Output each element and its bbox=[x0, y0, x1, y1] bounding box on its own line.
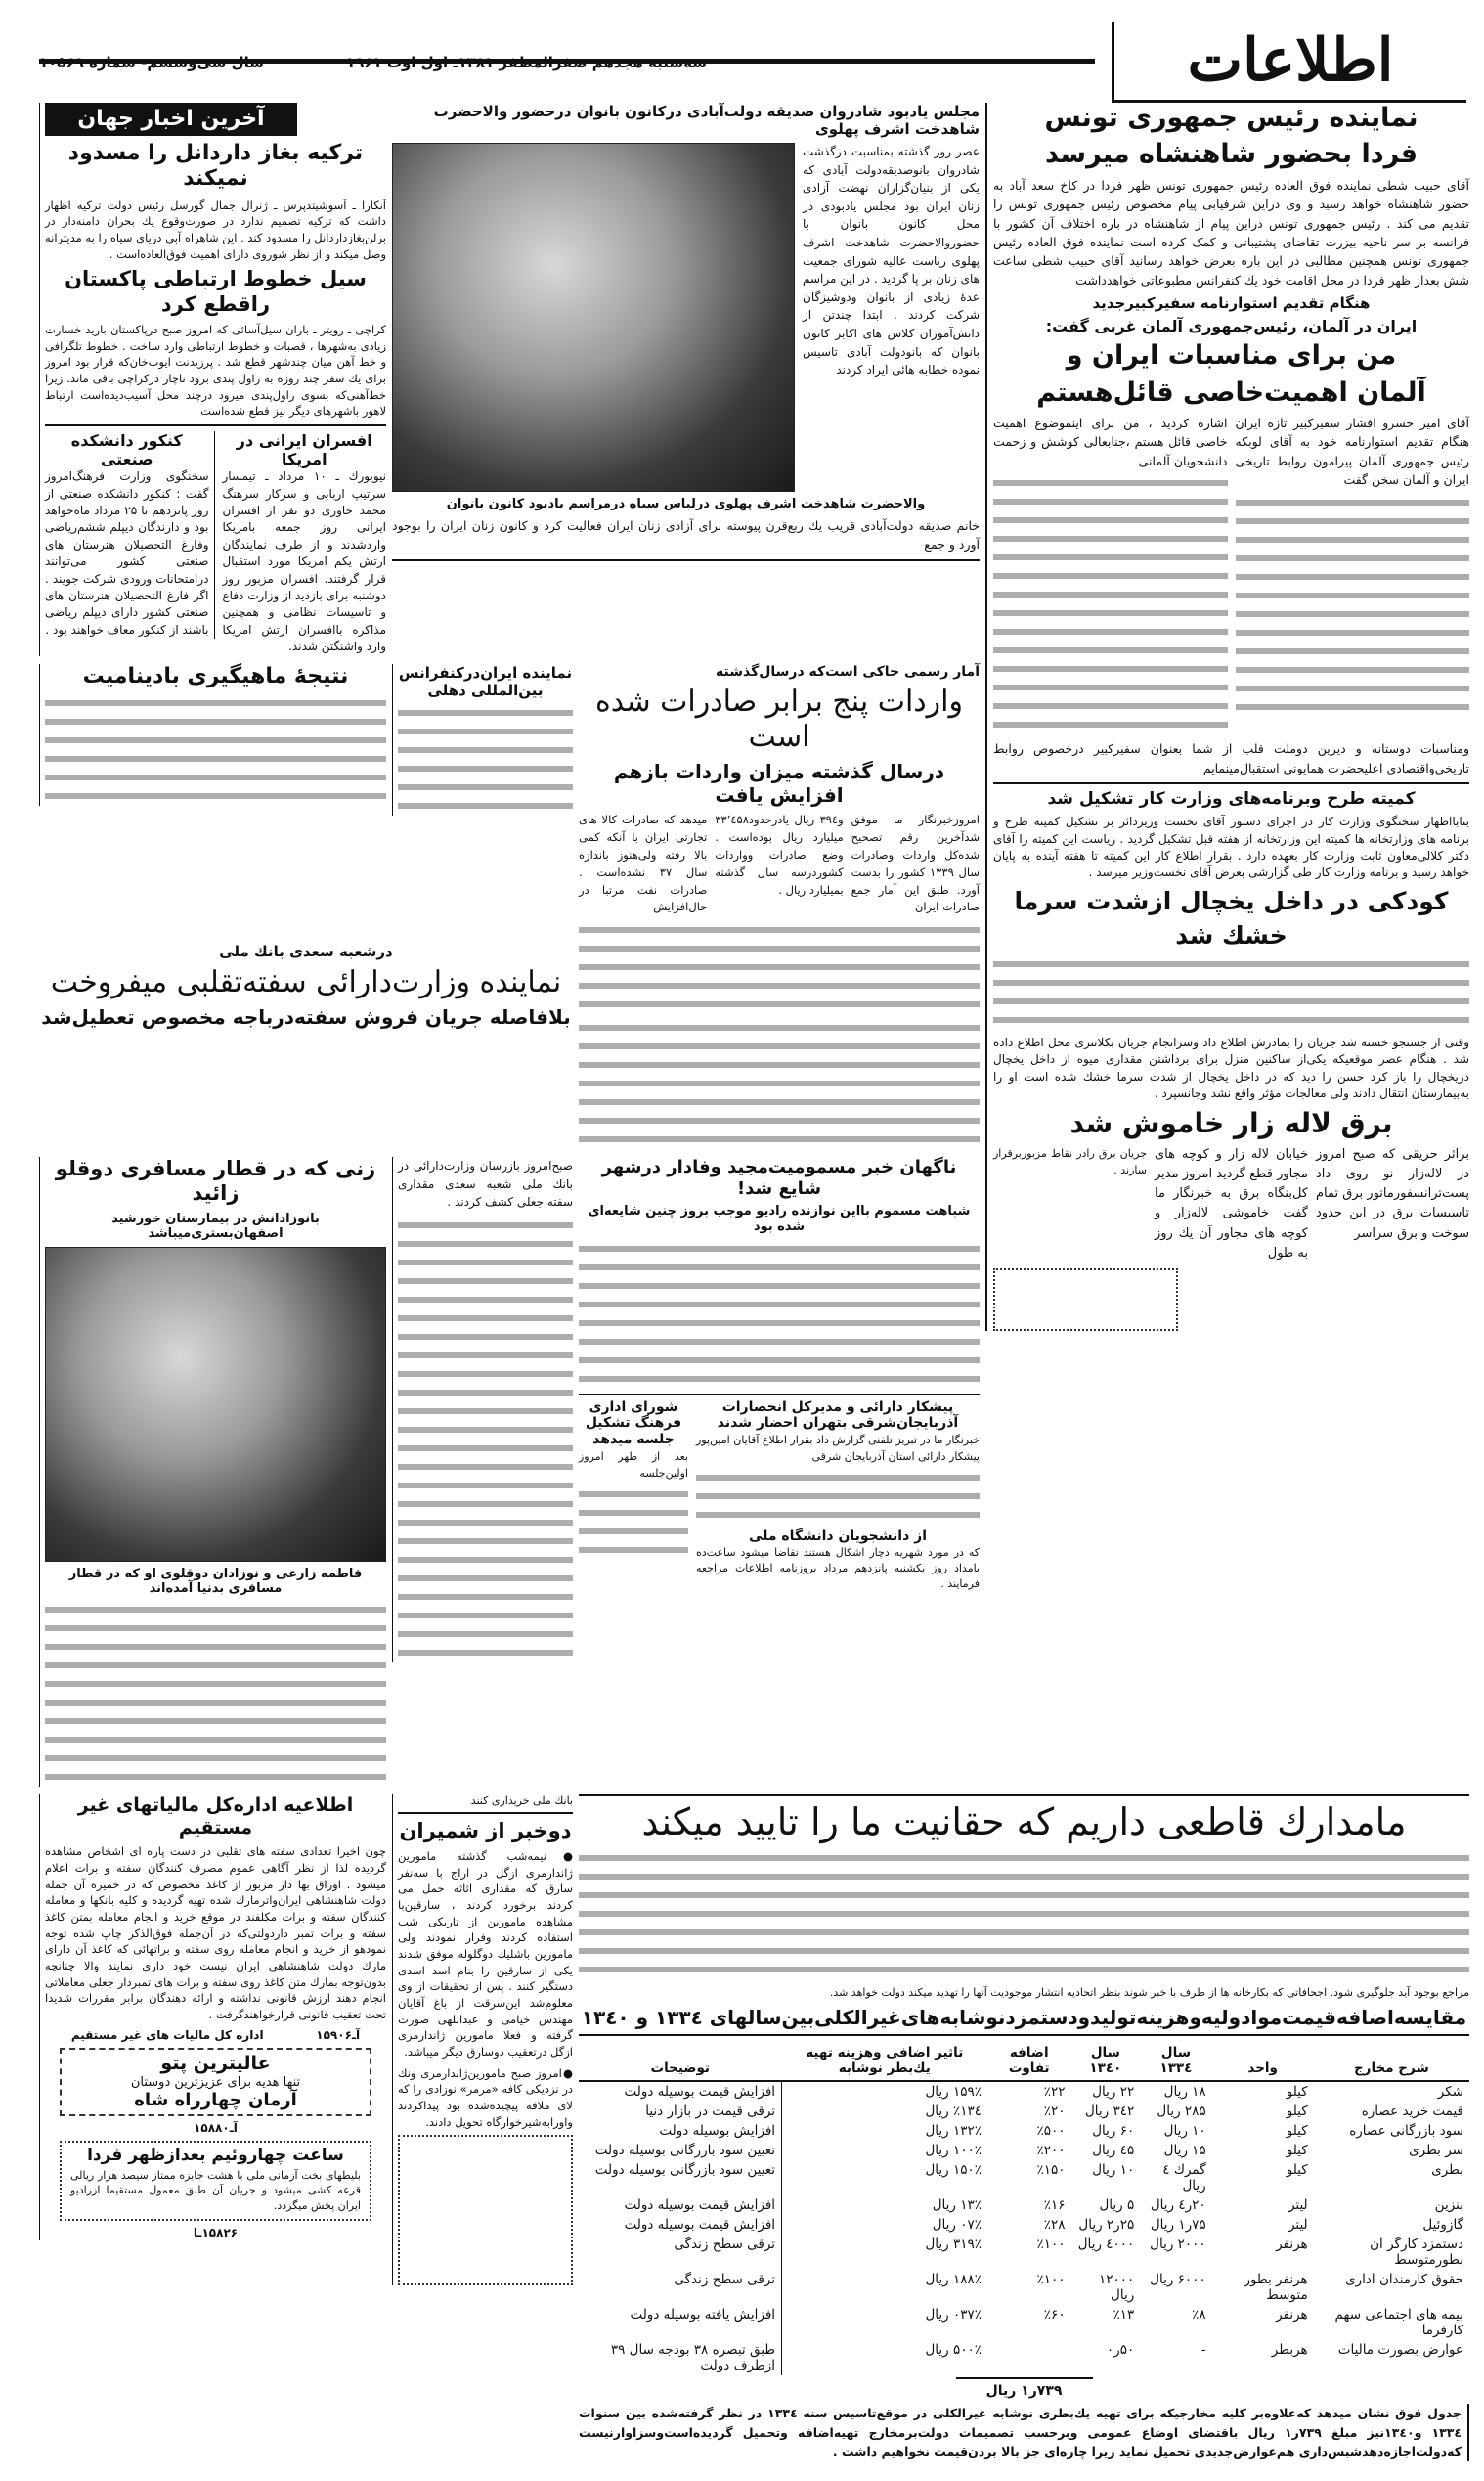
shemiran-headline: دوخبر از شمیران bbox=[399, 1818, 572, 1842]
lalehzar-body-3: جریان برق رادر نقاط مزبوربرقرار سازند . bbox=[993, 1146, 1147, 1177]
table-cell: ترقی سطح زندگی bbox=[674, 2237, 776, 2253]
poison-headline: ناگهان خبر مسمومیت‌مجید وفادار درشهر شایع شد! bbox=[601, 1157, 957, 1199]
table-header-cell: سال ۱۳۳٤ bbox=[1140, 2041, 1211, 2081]
table-cell: ٪۱۰۰ bbox=[1036, 2237, 1066, 2253]
table-header-cell: واحد bbox=[1212, 2041, 1314, 2081]
twins-subhead: بانوزادانش در بیمارستان خورشید اصفهان‌بستری‌میباشد bbox=[111, 1211, 320, 1242]
ad-arman bbox=[60, 2048, 371, 2116]
turkey-headline: ترکیه بغاز داردانل را مسدود نمیکند bbox=[67, 141, 364, 192]
table-cell: ۵۰۰٪ ریال bbox=[782, 2340, 987, 2375]
table-cell: ٪۱۵۰ bbox=[1036, 2162, 1066, 2179]
konkur-article bbox=[45, 431, 215, 639]
table-cell: ٤۰۰۰ ریال bbox=[1077, 2237, 1135, 2253]
germany-headline-1: من برای مناسبات ایران و bbox=[1066, 340, 1397, 372]
table-cell: ۱۵ ریال bbox=[1163, 2143, 1206, 2159]
germany-body-2-text bbox=[993, 474, 1228, 734]
azerbaijan-body-text bbox=[696, 1469, 980, 1525]
table-cell: ٪۵۰۰ bbox=[1036, 2123, 1066, 2140]
bank-subhead: بلافاصله جریان فروش سفته‌درباجه مخصوص تعطیل‌شد bbox=[41, 1005, 571, 1030]
right-column bbox=[985, 103, 1469, 1331]
table-header-cell: تاثیر اضافی وهزینه تهیه یك‌بطر نوشابه bbox=[782, 2041, 987, 2081]
table-cell: طبق تبصره ۳۸ بودجه سال ۳۹ ازطرف دولت bbox=[610, 2342, 776, 2374]
germany-body-1-text bbox=[1236, 494, 1470, 717]
table-header-row bbox=[579, 2041, 1469, 2081]
table-header-cell: اضافه تفاوت bbox=[987, 2041, 1071, 2081]
ad-lottery bbox=[60, 2141, 371, 2221]
germany-body-1-col bbox=[1236, 414, 1470, 717]
issue-date: سه‌شنبه هجدهم صفرالمظفر ۱۳۸۱ـ اول اوت ۱۹۶۱ bbox=[346, 53, 707, 71]
bank-headline: نماینده وزارت‌دارائی سفته‌تقلبی میفروخت bbox=[50, 965, 562, 1000]
table-title: مقایسه‌اضافه‌قیمت‌موادولیه‌وهزینه‌تولیدودستمزدنوشابه‌های‌غیرالکلی‌بین‌سالهای ۱۳۳٤ و ۱۳٤۰ bbox=[581, 2006, 1467, 2030]
table-cell: ۲۰۰۰ ریال bbox=[1150, 2237, 1206, 2253]
tax-notice-headline: اطلاعیه اداره‌کل مالیاتهای غیر مستقیم bbox=[77, 1794, 354, 1839]
table-row bbox=[579, 2235, 1469, 2270]
twins-photo bbox=[45, 1247, 386, 1562]
officers-article bbox=[223, 431, 387, 656]
divider bbox=[579, 2034, 1469, 2036]
officers-konkur-row bbox=[45, 431, 386, 656]
page-grid bbox=[39, 103, 1475, 2461]
bank-kicker: درشعبه سعدی بانك ملی bbox=[219, 943, 393, 961]
delhi-section bbox=[392, 664, 573, 816]
table-row bbox=[579, 2160, 1469, 2195]
table-cell: افزایش قیمت بوسیله دولت bbox=[624, 2217, 776, 2234]
table-cell: هرنفر bbox=[1276, 2237, 1308, 2253]
bank-body-text bbox=[398, 1217, 573, 1662]
table-cell: ۱۰ ریال bbox=[1163, 2123, 1206, 2140]
table-cell bbox=[987, 2340, 1071, 2375]
divider bbox=[398, 1812, 573, 1814]
documents-body-text bbox=[579, 1849, 1469, 1979]
tunisia-headline-1: نماینده رئیس جمهوری تونس bbox=[1044, 103, 1419, 133]
turkey-body: آنکارا ـ آسوشیتدپرس ـ ژنرال جمال گورسل رئیس دولت ترکیه اظهار داشت که ترکیه تصمیم ندارد در صورت‌وقوع یك بحران دامنه‌دار در برلن‌بغازداردانل را مسدود کند . این شاهراه آبی دریای سیاه را به مدیترانه وصل میکند و از نظر شوروی دارای اهمیت فوق‌العاده‌است . bbox=[45, 198, 386, 261]
germany-body-1: آقای امیر خسرو افشار سفیرکبیر تازه ایران هنگام تقدیم استوارنامه خود به آقای لوبکه رئیس جمهوری آلمان پیرامون روابط تاریخی ایران و آلمان سخن گفت bbox=[1235, 416, 1469, 488]
germany-body-2-col bbox=[993, 414, 1228, 734]
table-cell: ۶۰۰۰ ریال bbox=[1150, 2272, 1206, 2288]
table-cell: ٪۲۰ bbox=[1043, 2104, 1066, 2120]
table-cell: دستمزد کارگر ان بطورمتوسط bbox=[1370, 2237, 1463, 2269]
table-cell: ۵ ریال bbox=[1099, 2197, 1135, 2214]
imports-section bbox=[579, 664, 980, 1150]
azerbaijan-body: خبرنگار ما در تبریز تلفنی گزارش داد بقرار اطلاع آقایان امین‌پور پیشکار دارائی استان آذربایجان شرقی bbox=[696, 1434, 980, 1464]
table-cell: - bbox=[1200, 2342, 1206, 2359]
lalehzar-body-1: براثر حریقی که صبح امروز در لاله‌زار نو روی داد پست‌ترانسفورماتور برق تمام تاسیسات برق در این حدود سوخت و برق سراسر bbox=[1316, 1146, 1469, 1241]
table-cell: هرنفر bbox=[1276, 2307, 1308, 2324]
table-cell: ٪۱۰۰ bbox=[1036, 2272, 1066, 2288]
culture-council-body-text bbox=[579, 1485, 688, 1560]
table-row bbox=[579, 2340, 1469, 2375]
table-cell: تعیین سود بازرگانی بوسیله دولت bbox=[594, 2162, 776, 2179]
culture-council-body: بعد از ظهر امروز اولین‌جلسه bbox=[579, 1449, 688, 1481]
dynamite-section bbox=[39, 664, 386, 806]
table-cell: تعیین سود بازرگانی بوسیله دولت bbox=[594, 2143, 776, 2159]
documents-section bbox=[579, 1794, 1469, 2461]
tax-and-ads-section bbox=[39, 1794, 386, 2240]
germany-headline-2: آلمان اهمیت‌خاصی قائل‌هستم bbox=[1036, 377, 1426, 408]
table-cell: ٪۲۸ bbox=[1043, 2217, 1066, 2234]
table-cell: شکر bbox=[1437, 2084, 1463, 2101]
culture-azerbaijan-row bbox=[579, 1399, 980, 1592]
table-cell: بنزین bbox=[1434, 2197, 1463, 2214]
table-cell: ترقی سطح زندگی bbox=[674, 2272, 776, 2288]
table-cell: بطری bbox=[1431, 2162, 1463, 2179]
table-cell: ۲۲ ریال bbox=[1092, 2084, 1135, 2101]
table-cell: ۱۵۰٪ ریال bbox=[782, 2160, 987, 2195]
germany-body-row bbox=[993, 414, 1469, 734]
table-row bbox=[579, 2270, 1469, 2305]
fridge-headline-1: کودکی در داخل یخچال ازشدت سرما bbox=[1014, 886, 1449, 915]
dynamite-body-text bbox=[45, 694, 386, 806]
masthead-logo: اطلاعات bbox=[1112, 22, 1466, 103]
world-news-banner: آخرین اخبار جهان bbox=[45, 103, 297, 136]
table-cell: ترقی قیمت در بازار دنیا bbox=[645, 2104, 776, 2120]
lalehzar-headline: برق لاله زار خاموش شد bbox=[1069, 1107, 1393, 1140]
fridge-body-text bbox=[993, 955, 1469, 1030]
table-cell: لیتر bbox=[1288, 2197, 1308, 2214]
table-cell: قیمت خرید عصاره bbox=[1361, 2104, 1463, 2120]
officers-body: نیویورك ـ ۱۰ مرداد ـ تیمسار سرتیپ اربابی و سرکار سرهنگ محمد خاوری دو نفر از افسران ایرانی روز جمعه بامریکا واردشدند و از طرف نمایندگان ارتش یکم امریکا مورد استقبال قرار گرفتند. افسران مزبور روز دوشنبه برای بازدید از وزارت دفاع و تاسیسات نظامی و همچنین مذاکره باافسران ارتش امریکا وارد واشنگتن شدند. bbox=[222, 469, 386, 654]
university-headline: از دانشجویان دانشگاه ملی bbox=[749, 1528, 927, 1545]
shemiran-section bbox=[392, 1794, 573, 2286]
shemiran-top-line: بانك ملی خریداری کنند bbox=[470, 1794, 573, 1807]
ad-arman-code: آـ۱۵۸۸۰ bbox=[194, 2120, 238, 2135]
ceremony-headline: مجلس یادبود شادروان صدیقه دولت‌آبادی درکانون بانوان درحضور والاحضرت شاهدخت اشرف پهلوی bbox=[433, 103, 980, 138]
poison-body-text bbox=[579, 1240, 980, 1389]
dynamite-headline: نتیجهٔ ماهیگیری بادینامیت bbox=[82, 663, 349, 688]
azerbaijan-headline: پیشکار دارائی و مدیرکل انحصارات آذربایجان‌شرقی بتهران احضار شدند bbox=[717, 1398, 959, 1432]
shemiran-body-2: ●امروز صبح مامورین‌ژاندارمری ونك در نزدیکی کافه «مرمر» نوزادی را که لای ملافه پیچیده‌شده بود پیداکردند واورابه‌شیرخوارگاه تحویل دادند. bbox=[398, 2065, 573, 2129]
ceremony-caption: والاحضرت شاهدخت اشرف پهلوی درلباس سیاه درمراسم یادبود کانون بانوان bbox=[446, 497, 926, 511]
ad-lottery-code: ۱۵۸۲۶ـا bbox=[193, 2226, 239, 2240]
table-cell: ۰۳۷٪ ریال bbox=[782, 2305, 987, 2340]
table-cell: بیمه های اجتماعی سهم کارفرما bbox=[1334, 2307, 1463, 2339]
empty-ad-box bbox=[398, 2135, 573, 2285]
table-cell: کیلو bbox=[1286, 2084, 1308, 2101]
table-cell: افزایش قیمت بوسیله دولت bbox=[624, 2084, 776, 2101]
committee-headline: کمیته طرح وبرنامه‌های وزارت کار تشکیل شد bbox=[1047, 788, 1416, 809]
table-footnote: جدول فوق نشان میدهد که‌علاوه‌بر کلیه مخارجیکه برای تهیه یك‌بطری نوشابه غیرالکلی در موقع‌تاسیس سنه ۱۳۳٤ در نظر گرفته‌شده بین سنوات ۱۳۳٤ و۱۳٤۰نیز مبلغ ۷۳۹ر۱ ریال باقتضای اوضاع عمومی وبرحسب تصمیمات دولت‌بر‌مخارج تهیه‌اضافه وتحمیل گردیده‌است‌وسزاوارنیست که‌دولت‌اجازه‌دهدشبس‌داری هم‌عوارض‌جدیدی تحمیل نماید زیرا چاره‌ای جز بالا بردن‌قیمت نخواهیم داشت . bbox=[579, 2404, 1469, 2460]
world-news-section bbox=[39, 103, 386, 656]
officers-headline: افسران ایرانی در امریکا bbox=[236, 430, 372, 469]
divider bbox=[579, 1394, 980, 1395]
table-cell: کیلو bbox=[1286, 2143, 1308, 2159]
table-cell: ۱۸۸٪ ریال bbox=[782, 2270, 987, 2305]
ad-arman-line2: تنها هدیه برای عزیزترین دوستان bbox=[130, 2074, 301, 2090]
germany-closing: ومناسبات دوستانه و دیرین دوملت قلب از شما بعنوان سفیرکبیر درخصوص روابط تاریخی‌واقتصادی اعلیحضرت همایونی استقبال‌مینمایم bbox=[993, 741, 1469, 775]
tax-notice-footer bbox=[45, 2028, 386, 2042]
imports-body-1-text bbox=[579, 1019, 980, 1149]
imports-body-1: امروزخبرنگار ما موفق شدآخرین رقم تصحیح شده‌کل واردات وصادرات سال ۱۳۳۹ کشور را بدست آورد. طبق این آمار جمع صادرات ایران bbox=[851, 813, 981, 914]
bank-body-section bbox=[392, 1157, 573, 1662]
table-cell: هرنفر بطور متوسط bbox=[1244, 2272, 1308, 2304]
cost-table bbox=[579, 2041, 1469, 2375]
table-cell: افزایش قیمت بوسیله دولت bbox=[624, 2197, 776, 2214]
twins-body-text bbox=[45, 1601, 386, 1787]
germany-kicker-1: هنگام تقدیم استوارنامه سفیرکبیرجدید bbox=[1092, 294, 1371, 313]
tunisia-headline-2: فردا بحضور شاهنشاه میرسد bbox=[1044, 139, 1419, 170]
imports-body-row bbox=[579, 812, 980, 916]
pakistan-headline: سیل خطوط ارتباطی پاکستان راقطع کرد bbox=[65, 267, 367, 316]
table-cell: ۷۵ر۱ ریال bbox=[1150, 2217, 1206, 2234]
tunisia-body: آقای حبیب شطی نماینده فوق العاده رئیس جمهوری تونس ظهر فردا در کاخ سعد آباد به حضور شاهنشاه خواهد رسید و وی دراین شرفیابی پیام مخصوص رئیس جمهوری تونس را تقدیم می کند . رئیس جمهوری تونس دراین پیام از شاهنشاه در باره اختلاف آن کشور با فرانسه بر سر ناحیه بیزرت تقاضای پشتیبانی و کمک کرده است نماینده فوق العاده رئیس جمهوری تونس همچنین مطالبی در این باره بعرض خواهد رسانید آقای حبیب شطی ساعت شش بعداز ظهر فردا در محل اقامت خود یك کنفرانس مطبوعاتی خواهدداشت bbox=[993, 177, 1469, 288]
committee-body: بنابااظهار سخنگوی وزارت کار در اجرای دستور آقای نخست وزیردائر بر تشکیل کمیته طرح و برنامه های وزارتخانه ها کمیته این وزارتخانه از هفته قبل تشکیل گردید . ریاست این کمیته را آقای دکتر کلالی‌معاون ثابت وزارت کار بعهده دارد . بقرار اطلاع کار این کمیته تا هفته آینده به پایان خواهد رسید و برنامه وزارت کار طی گزارشی بعرض آقای نخست‌وزیر میرسد . bbox=[993, 815, 1469, 880]
cost-table-wrap bbox=[579, 2041, 1469, 2399]
table-cell: ٪۶۰ bbox=[1043, 2307, 1066, 2324]
table-cell: ٪۱۳ bbox=[1113, 2307, 1135, 2324]
table-header-cell: شرح مخارج bbox=[1314, 2041, 1469, 2081]
imports-kicker: آمار رسمی حاکی است‌که درسال‌گذشته bbox=[716, 663, 980, 680]
documents-headline: مامدارك قاطعی داریم که حقانیت ما را تایید میکند bbox=[641, 1799, 1407, 1843]
center-lower-section bbox=[579, 1157, 980, 1592]
ad-arman-line1: عالیترین پتو bbox=[160, 2052, 271, 2074]
table-cell: ۱۳۲٪ ریال bbox=[782, 2121, 987, 2141]
table-row bbox=[579, 2102, 1469, 2121]
table-cell: ۲۰ر٤ ریال bbox=[1150, 2197, 1206, 2214]
table-cell: ۱۰۰٪ ریال bbox=[782, 2141, 987, 2160]
table-row bbox=[579, 2141, 1469, 2160]
divider bbox=[993, 782, 1469, 784]
table-cell: کیلو bbox=[1286, 2104, 1308, 2120]
ceremony-body: عصر روز گذشته بمناسبت درگذشت شادروان بانوصدیقه‌دولت آبادی که یکی از بنیان‌گزاران نهضت آزادی زنان ایران بود مجلس یادبودی در محل کانون بانوان با حضوروالاحضرت شاهدخت اشرف پهلوی ریاست عالیه شورای جمعیت های زنان بر پا گردید . در این مراسم عدهٔ زیادی از بانوان ودوشیزگان شرکت کردند . ابتدا چندتن از دانش‌آموزان کلاس های اکابر کانون بانوان که بانودولت آبادی تاسیس نموده خطابه هائی ایراد کردند bbox=[803, 145, 980, 377]
lalehzar-body-2: خیابان لاله زار و کوچه های مجاور قطع گردید امروز مدیر کل‌بنگاه برق به خبرنگار ما گفت خاموشی لاله‌زار و کوچه های مجاور آن یك روز به طول bbox=[1155, 1146, 1308, 1261]
imports-subhead: درسال گذشته میزان واردات بازهم افزایش یافت bbox=[613, 760, 945, 808]
culture-council-article bbox=[579, 1399, 688, 1560]
table-cell: کیلو bbox=[1286, 2162, 1308, 2179]
twins-section bbox=[39, 1157, 386, 1787]
table-row bbox=[579, 2195, 1469, 2215]
table-cell: ۱۳٤٪ ریال bbox=[782, 2102, 987, 2121]
table-cell: هربطر bbox=[1271, 2342, 1308, 2359]
ceremony-caption-body: خانم صدیقه دولت‌آبادی قریب یك ربع‌قرن پیوسته برای آزادی زنان ایران فعالیت کرد و کانون زنان ایران را بوجود آورد و جمع bbox=[392, 518, 980, 553]
table-cell: ۳۱۹٪ ریال bbox=[782, 2235, 987, 2270]
tax-notice-code: آـ۱۵۹۰۶ bbox=[316, 2027, 361, 2042]
table-header-cell: سال ۱۳٤۰ bbox=[1071, 2041, 1141, 2081]
imports-headline: واردات پنج برابر صادرات شده است bbox=[595, 685, 963, 755]
table-cell: ۱۳٪ ریال bbox=[782, 2195, 987, 2215]
table-cell: ۰۷٪ ریال bbox=[782, 2215, 987, 2235]
table-header-cell: توضیحات bbox=[579, 2041, 782, 2081]
table-cell: ٪۲۲ bbox=[1043, 2084, 1066, 2101]
germany-body-2: اشاره کردید ، من برای اینموضوع اهمیت خاصی قائل هستم ،جنابعالی کوشش و زحمت دانشجویان آلمانی bbox=[993, 416, 1228, 468]
ceremony-photo bbox=[392, 143, 795, 492]
table-cell: عوارض بصورت مالیات bbox=[1337, 2342, 1463, 2359]
ad-arman-line3: آرمان چهارراه شاه bbox=[134, 2090, 297, 2111]
konkur-body: سخنگوی وزارت فرهنگ‌امروز گفت : کنکور دانشکده صنعتی از روز پانزدهم تا ۲۵ مرداد ماه‌خواهد بود و دارندگان دیپلم ششم‌ریاضی وفارغ التحصیلان هنرستان های صنعتی کشور می‌توانند درامتحانات ورودی شرکت جویند . اگر فارغ التحصیلان هنرستان های صنعتی کشور دارای دیپلم ریاضی باشند از کنکور معاف خواهند بود . bbox=[45, 469, 209, 637]
ceremony-row bbox=[392, 143, 980, 492]
imports-body-3: میدهد که صادرات کالا های تجارتی ایران با آنکه کمی بالا رفته ولی‌هنوز باندازه سال ۳۷ نشده‌است . صادرات نفت مرتبا در حال‌افزایش bbox=[579, 813, 708, 914]
table-row bbox=[579, 2305, 1469, 2340]
fridge-headline-2: خشك شد bbox=[1175, 920, 1288, 950]
table-cell: ۳٤۲ ریال bbox=[1084, 2104, 1135, 2120]
table-cell: ۲۸۵ ریال bbox=[1157, 2104, 1206, 2120]
tax-notice-body: چون اخیرا تعدادی سفته های تقلبی در دست پاره ای اشخاص مشاهده گردیده لذا از نظر آگاهی عموم مصرف کنندگان سفته و برات اعلام میشود . اوراق بها دار مزبور از کاغذ مخصوص که در خمیره آن جمله دولت شاهنشاهی ایران‌واترمارك شده تهیه گردیده و کلیه بانکها و معامله کنندگان سفته و برات مکلفند در موقع خرید و انجام معامله بمتن کاغذ سفته و برات تمبر داردولتی‌که در آن‌جمله فوق‌الذکر چاپ شده توجه نمودهو از خرید و انجام معامله روی سفته و براتهائی که کاغذ آن دارای مارك دولت شاهنشاهی ایران نیست خود داری نمایند والا چنانچه بدون‌توجه بمارك متن کاغذ روی سفته و برات های تمبردار جعلی معاملاتی انجام دهند ارزش قانونی نداشته و ارائه دهندگان برابر مقررات شدیدا تحت تعقیب قانونی قرارخواهندگرفت . bbox=[45, 1844, 386, 2022]
table-cell: سر بطری bbox=[1409, 2143, 1463, 2159]
ceremony-section bbox=[392, 103, 980, 561]
twins-headline: زنی که در قطار مسافری دوقلو زائید bbox=[55, 1157, 376, 1206]
table-cell: حقوق کارمندان اداری bbox=[1345, 2272, 1463, 2288]
table-cell: گمرك ٤ ریال bbox=[1162, 2162, 1206, 2194]
germany-kicker-2: ایران در آلمان، رئیس‌جمهوری آلمان غربی گفت: bbox=[1045, 317, 1418, 336]
table-total: ۷۳۹ر۱ ریال bbox=[956, 2377, 1093, 2399]
imports-body-2: و۳۹٤ ریال یادرحدود۳۳٬٤۵۸ میلیارد ریال بوده‌است . وضع صادرات وواردات کشوردرسه سال گذشته بمیلیارد ریال . bbox=[715, 813, 844, 897]
delhi-headline: نماینده ایران‌درکنفرانس بین‌المللی دهلی bbox=[398, 663, 573, 699]
twins-caption: فاطمه زارعی و نوزادان دوقلوی او که در قطار مسافری بدنیا آمده‌اند bbox=[68, 1566, 363, 1596]
table-cell: ۱۰ ریال bbox=[1092, 2162, 1135, 2179]
azerbaijan-article bbox=[696, 1399, 980, 1592]
documents-body-end: مراجع بوجود آید جلوگیری شود. اجحافاتی که بکارخانه ها از طرف با خبر شوند بنظر اتحادیه انتشار موجودیت آنها را تهدید میکند دولت خواهد شد. bbox=[829, 1986, 1469, 2000]
table-cell: ۶۰ ریال bbox=[1092, 2123, 1135, 2140]
lalehzar-row bbox=[993, 1145, 1469, 1263]
table-cell: ٪۸ bbox=[1192, 2307, 1206, 2324]
shemiran-body-1: ●نیمه‌شب گذشته مامورین ژاندارمری ازگل در اراج با سه‌نفر سارق که مقداری اثاثه حمل می کردند برخورد کردند ، سارقین‌با مشاهده مامورین از تاریکی شب استفاده کردند وفرار نمودند ولی مامورین باشلیك دوگلوله موفق شدند یکی از سارقین را بنام اسد اسدی دستگیر کنند . پس از تحقیقات از وی معلوم‌شد این‌سرقت از باغ آقایان مهندس خیامی و عبداللهی صورت گرفته و فعلا مامورین ژاندارمری ازگل درتعقیب دوسارق دیگر میباشد. bbox=[398, 1848, 573, 2060]
poison-subhead: شباهت مسموم بااین نوازنده رادیو موجب بروز چنین شایعه‌ای شده بود bbox=[588, 1204, 971, 1234]
table-cell: ۱۵۹٪ ریال bbox=[782, 2081, 987, 2102]
table-row bbox=[579, 2081, 1469, 2102]
pakistan-body: کراچی ـ رویتر ـ باران سیل‌آسائی که امروز صبح درپاکستان بارید خسارت زیادی به‌شهرها ، قصبات و خطوط ارتباطی وارد ساخت . خطوط تلگرافی و خط آهن میان چندشهر قطع شد . پرزیدنت ایوب‌خان‌که قرار بود امروز برای یك سفر چند روزه به راول پندی برود ناچار درکراچی باقی ماند. زیرا خط‌آهنی‌که بسوی راول‌پندی میرود درچند محل آسیب‌دیده‌است ارتباط لاهور باشهرهای دیگر نیز قطع شده‌است bbox=[45, 322, 386, 419]
delhi-body-text bbox=[398, 704, 573, 816]
table-row bbox=[579, 2215, 1469, 2235]
table-cell: ٪۱۶ bbox=[1043, 2197, 1066, 2214]
tax-notice-signature: اداره کل مالیات های غیر مستقیم bbox=[70, 2027, 264, 2042]
table-cell: لیتر bbox=[1288, 2217, 1308, 2234]
table-cell: ۵۰ر۰ bbox=[1106, 2342, 1135, 2359]
table-cell: گازوئیل bbox=[1422, 2217, 1463, 2234]
table-cell: ۲۵ر۲ ریال bbox=[1078, 2217, 1135, 2234]
ad-lottery-line1: ساعت چهاروئیم بعدازظهر فردا bbox=[87, 2146, 344, 2166]
ad-lottery-line2: بلیطهای بخت آزمانی ملی با هشت جایزه ممتاز سیصد هزار ریالی قرعه کشی میشود و جریان آن طبق معمول مستقیما ازرادیو ایران پخش میگردد. bbox=[70, 2168, 361, 2213]
table-cell: افزایش یافته بوسیله دولت bbox=[630, 2307, 776, 2324]
table-row bbox=[579, 2121, 1469, 2141]
bank-section bbox=[39, 943, 573, 1029]
table-cell: کیلو bbox=[1286, 2123, 1308, 2140]
table-cell: ٤۵ ریال bbox=[1092, 2143, 1135, 2159]
imports-table-text bbox=[579, 921, 980, 1014]
empty-ad-box bbox=[993, 1268, 1178, 1331]
university-body: که در مورد شهریه دچار اشکال هستند تقاضا میشود ساعت‌ده بامداد روز یکشنبه پانزدهم مرداد بروزنامه اطلاعات مراجعه فرمایند . bbox=[696, 1546, 980, 1590]
culture-council-headline: شورای اداری فرهنگ تشکیل جلسه میدهد bbox=[585, 1398, 682, 1448]
table-cell: سود بازرگانی عصاره bbox=[1349, 2123, 1463, 2140]
issue-number: سال سی‌وششم- شماره ۱۰۵۶۹ bbox=[39, 53, 265, 71]
table-cell: ۱۸ ریال bbox=[1163, 2084, 1206, 2101]
table-cell: افزایش بوسیله دولت bbox=[659, 2123, 776, 2140]
divider bbox=[392, 559, 980, 561]
konkur-headline: کنکور دانشکده صنعتی bbox=[70, 430, 183, 469]
divider bbox=[45, 424, 386, 426]
bank-body: صبح‌امروز بازرسان وزارت‌دارائی در بانك ملی شعبه سعدی مقداری سفته جعلی کشف کردند . bbox=[398, 1159, 573, 1210]
table-cell: ۱۲۰۰۰ ریال bbox=[1098, 2272, 1135, 2304]
table-cell: ٪۲۰۰ bbox=[1036, 2143, 1066, 2159]
fridge-body: وقتی از جستجو خسته شد جریان را بمادرش اطلاع داد وسرانجام جریان بکلانتری محل اطلاع داده شد . هنگام عصر موقعیکه یکی‌از ساکنین منزل برای برداشتن مقداری میوه از داخل یخچال دریخچال را باز کرد حسن را دید که در داخل یخچال از شدت سرما خشك شده است او را به‌بیمارستان انتقال دادند ولی معالجات مؤثر واقع نشد وجانسپرد . bbox=[993, 1035, 1469, 1100]
